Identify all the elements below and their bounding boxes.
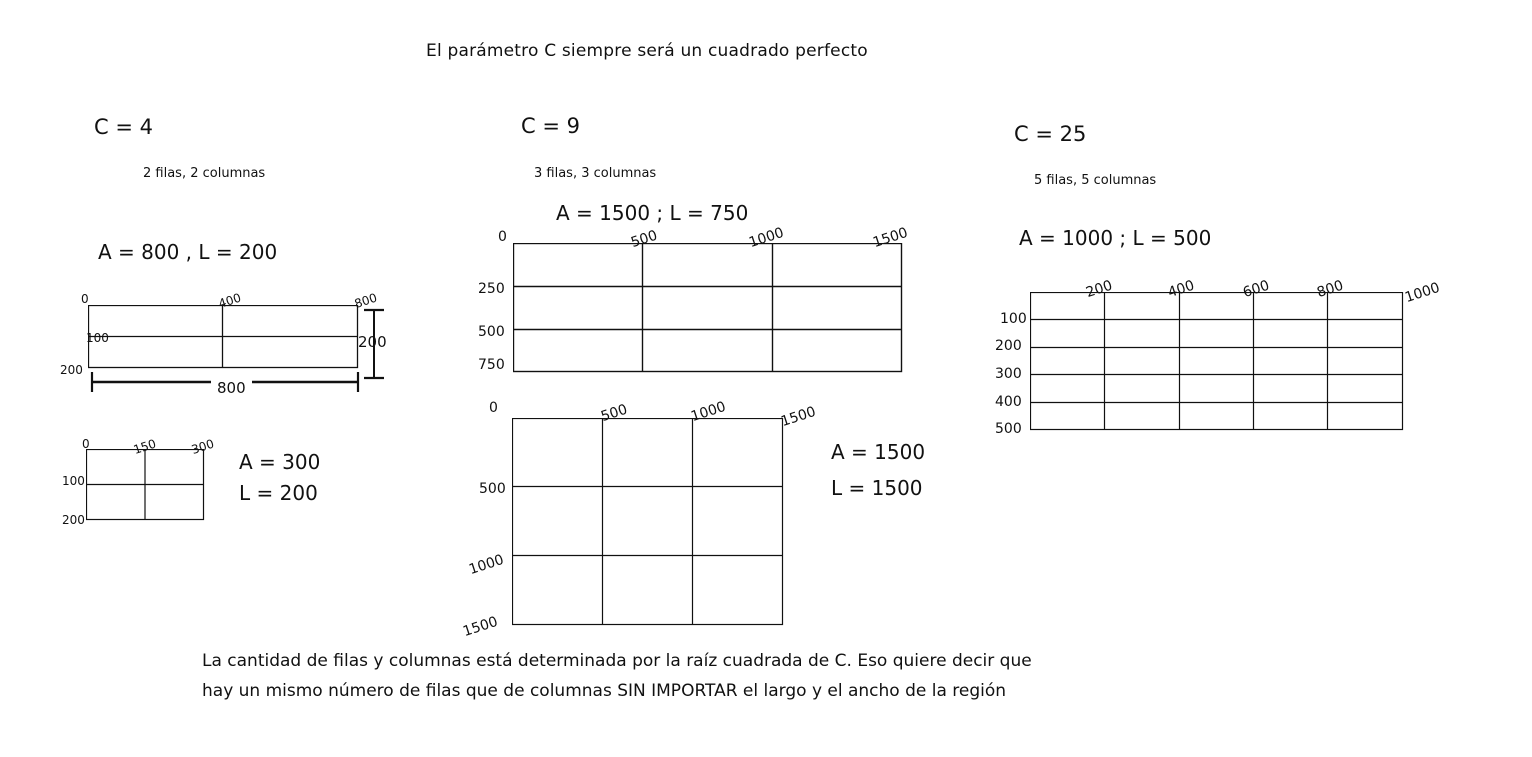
c9-grid-1 bbox=[513, 243, 903, 373]
c4-g2-ytick-2: 200 bbox=[62, 513, 85, 527]
c25-ytick-5: 500 bbox=[995, 421, 1022, 437]
c9-example2-label-a: A = 1500 bbox=[831, 440, 926, 464]
c9-g2-ytick-2: 1000 bbox=[467, 551, 506, 578]
c25-xtick-5: 1000 bbox=[1403, 279, 1442, 306]
c9-g2-xtick-0: 0 bbox=[489, 400, 498, 416]
c25-xtick-2: 400 bbox=[1166, 277, 1197, 301]
c9-g1-ytick-1: 250 bbox=[478, 281, 505, 297]
c4-g1-width-label: 800 bbox=[211, 379, 252, 397]
section-subheading-c9: 3 filas, 3 columnas bbox=[534, 166, 657, 181]
c9-g2-xtick-3: 1500 bbox=[779, 403, 818, 430]
c9-g1-ytick-3: 750 bbox=[478, 357, 505, 373]
c25-ytick-4: 400 bbox=[995, 394, 1022, 410]
c9-g2-ytick-3: 1500 bbox=[461, 613, 500, 640]
c9-g2-xtick-1: 500 bbox=[599, 401, 630, 425]
c9-grid-2 bbox=[512, 418, 784, 626]
c25-ytick-1: 100 bbox=[1000, 311, 1027, 327]
c4-g2-xtick-0: 0 bbox=[82, 437, 90, 451]
c4-g2-xtick-2: 300 bbox=[189, 436, 216, 457]
c25-xtick-4: 800 bbox=[1315, 277, 1346, 301]
c4-g2-ytick-1: 100 bbox=[62, 474, 85, 488]
c9-g2-ytick-1: 500 bbox=[479, 481, 506, 497]
c25-grid-1 bbox=[1030, 292, 1404, 431]
c25-ytick-3: 300 bbox=[995, 366, 1022, 382]
section-heading-c4: C = 4 bbox=[94, 115, 153, 139]
c25-xtick-3: 600 bbox=[1241, 277, 1272, 301]
c4-g1-ytick-2: 200 bbox=[60, 363, 83, 377]
c4-g1-xtick-1: 400 bbox=[216, 290, 243, 311]
c4-grid-2 bbox=[86, 449, 206, 521]
c9-g1-xtick-2: 1000 bbox=[747, 224, 786, 251]
c9-g1-ytick-2: 500 bbox=[478, 324, 505, 340]
c4-g1-xtick-0: 0 bbox=[81, 292, 89, 306]
section-heading-c25: C = 25 bbox=[1014, 122, 1087, 146]
c4-example2-label-l: L = 200 bbox=[239, 481, 318, 505]
c25-example1-label: A = 1000 ; L = 500 bbox=[1019, 226, 1212, 250]
c9-g2-xtick-2: 1000 bbox=[689, 398, 728, 425]
c9-g1-xtick-1: 500 bbox=[629, 227, 660, 251]
section-subheading-c25: 5 filas, 5 columnas bbox=[1034, 173, 1157, 188]
footer-note-line-2: hay un mismo número de filas que de columnas SIN IMPORTAR el largo y el ancho de la región bbox=[202, 681, 1007, 701]
page-title: El parámetro C siempre será un cuadrado perfecto bbox=[426, 41, 868, 61]
c4-g1-xtick-2: 800 bbox=[352, 290, 379, 311]
c25-xtick-1: 200 bbox=[1084, 277, 1115, 301]
c4-example2-label-a: A = 300 bbox=[239, 450, 321, 474]
c9-example2-label-l: L = 1500 bbox=[831, 476, 923, 500]
c4-g1-height-label: 200 bbox=[358, 333, 387, 351]
c4-g2-xtick-1: 150 bbox=[131, 436, 158, 457]
section-heading-c9: C = 9 bbox=[521, 114, 580, 138]
c4-example1-label: A = 800 , L = 200 bbox=[98, 240, 278, 264]
footer-note-line-1: La cantidad de filas y columnas está determinada por la raíz cuadrada de C. Eso quiere decir que bbox=[202, 651, 1032, 671]
c9-example1-label: A = 1500 ; L = 750 bbox=[556, 201, 749, 225]
c25-ytick-2: 200 bbox=[995, 338, 1022, 354]
c9-g1-xtick-3: 1500 bbox=[871, 224, 910, 251]
c9-g1-xtick-0: 0 bbox=[498, 229, 507, 245]
section-subheading-c4: 2 filas, 2 columnas bbox=[143, 166, 266, 181]
c4-g1-ytick-1: 100 bbox=[86, 331, 109, 345]
